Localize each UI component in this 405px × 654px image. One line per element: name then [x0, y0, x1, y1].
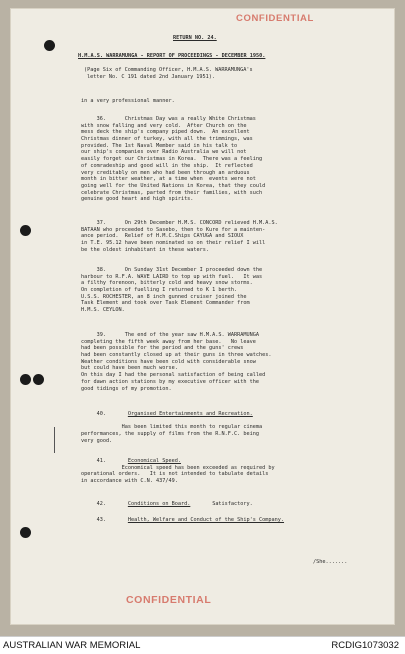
paragraph-number: 42. [81, 501, 128, 507]
text-line [81, 418, 383, 425]
text-line: On completion of fuelling I returned to K 1 berth. [81, 287, 238, 294]
paragraph-38 [81, 267, 383, 314]
section-heading: Economical Speed. [127, 458, 181, 464]
text-line: of comradeship and good will in the ship. It reflected [81, 162, 253, 169]
text-line: in T.E. 95.12 have been nominated so on their relief I will [81, 240, 266, 247]
paragraph-43 [81, 517, 383, 524]
text-line: good tidings of my promotion. [81, 385, 172, 392]
text-line: Has been limited this month to regular cinema [81, 424, 263, 431]
text-line: harbour to R.F.A. WAVE LAIRD to top up with fuel. It was [81, 273, 263, 280]
text-line: U.S.S. ROCHESTER, an 8 inch gunned cruiser joined the [81, 293, 247, 300]
section-heading-line [81, 411, 383, 418]
text-line: 39. The end of the year saw H.M.A.S. WARRAMUNGA [81, 332, 260, 338]
text-line: with snow falling and very cold. After Church on the [81, 122, 247, 129]
section-heading: Conditions on Board. [127, 501, 191, 507]
text-line: genuine good heart and high spirits. [81, 196, 194, 203]
text-line: H.M.S. CEYLON. [81, 307, 125, 314]
text-line: Economical speed has been exceeded as required by [81, 464, 275, 471]
archive-footer [0, 636, 405, 654]
paragraph-42 [81, 501, 383, 508]
document-page [10, 8, 395, 625]
archive-reference: RCDIG1073032 [331, 640, 399, 651]
text-line: be the oldest inhabitant in these waters. [81, 246, 210, 253]
text-line: ance period. Relief of H.M.C.Ships CAYUGA and SIOUX [81, 233, 244, 240]
return-number: RETURN NO. 24. [173, 35, 217, 41]
paragraph-continuation [81, 98, 383, 105]
text-line: our ship's companies over Radio Australia we will not [81, 149, 247, 156]
text-line: Task Element and took over Task Element Commander from [81, 300, 250, 307]
text-line: celebrate Christmas, parted from their families, with such [81, 189, 263, 196]
paragraph-40 [81, 411, 383, 444]
text-line: BATAAN who proceeded to Sasebo, then to Kure for a mainten- [81, 226, 266, 233]
punch-hole [20, 527, 31, 538]
text-line: but could have been much worse. [81, 365, 178, 372]
text-line: going well for the United Nations in Korea, that they could [81, 182, 266, 189]
text-line: Christmas dinner of turkey, with all the trimmings, was [81, 136, 253, 143]
section-heading-line [81, 501, 383, 508]
text-line: had been possible for the period and the guns' crews [81, 345, 244, 352]
punch-hole [44, 40, 55, 51]
text-line: performances, the supply of films from the R.N.F.C. being [81, 431, 260, 438]
punch-hole [20, 225, 31, 236]
text-line: for dawn action stations by my executive officer with the [81, 378, 260, 385]
text-line: had been constantly closed up at their guns in three watches. [81, 352, 272, 359]
text-line: 37. On 29th December H.M.S. CONCORD relieved H.M.A.S. [81, 220, 278, 226]
paragraph-39 [81, 332, 383, 392]
punch-hole [33, 374, 44, 385]
section-heading: Organised Entertainments and Recreation. [127, 411, 253, 417]
text-line: mess deck the ship's company piped down. An excellent [81, 129, 250, 136]
paragraph-41 [81, 458, 383, 485]
text-line: On this day I had the personal satisfaction of being called [81, 372, 266, 379]
section-heading-line [81, 458, 383, 465]
text-line: in accordance with C.N. 437/49. [81, 478, 178, 485]
punch-hole [20, 374, 31, 385]
continuation-marker: /She....... [313, 559, 348, 565]
text-line: 36. Christmas Day was a really White Christmas [81, 116, 256, 122]
reference-line-1: (Page Six of Commanding Officer, H.M.A.S. WARRAMUNGA's [84, 67, 253, 73]
text-line: Weather conditions have been cold with considerable snow [81, 358, 256, 365]
confidential-stamp-bottom: CONFIDENTIAL [126, 594, 212, 606]
section-heading-line [81, 517, 383, 524]
text-line: a filthy forenoon, bitterly cold and heavy snow storms. [81, 280, 253, 287]
reference-line-2: letter No. C 191 dated 2nd January 1951). [87, 74, 216, 80]
archive-name: AUSTRALIAN WAR MEMORIAL [3, 640, 141, 651]
text-line: provided. The 1st Naval Member said in his talk to [81, 142, 238, 149]
text-line: easily forget our Christmas in Korea. There was a feeling [81, 156, 263, 163]
text-line: 38. On Sunday 31st December I proceeded down the [81, 267, 263, 273]
text-line: completing the fifth week away from her base. No leave [81, 338, 256, 345]
paragraph-number: 43. [81, 517, 128, 523]
paragraph-number: 41. [81, 458, 128, 464]
text-line: very good. [81, 437, 113, 444]
text-line: operational orders. It is not intended to tabulate details [81, 471, 269, 478]
margin-mark [54, 427, 55, 453]
report-title: H.M.A.S. WARRAMUNGA - REPORT OF PROCEEDINGS - DECEMBER 1950. [78, 53, 266, 59]
confidential-stamp-top: CONFIDENTIAL [236, 13, 314, 24]
text-line: very creditably on men who had been through an arduous [81, 169, 250, 176]
text-line: month in bitter weather, at a time when events were not [81, 176, 256, 183]
section-status: Satisfactory. [190, 501, 253, 507]
paragraph-number: 40. [81, 411, 128, 417]
paragraph-37 [81, 220, 383, 253]
paragraph-36 [81, 116, 383, 203]
text-line: in a very professional manner. [81, 98, 175, 104]
section-heading: Health, Welfare and Conduct of the Ship's Company. [127, 517, 285, 523]
